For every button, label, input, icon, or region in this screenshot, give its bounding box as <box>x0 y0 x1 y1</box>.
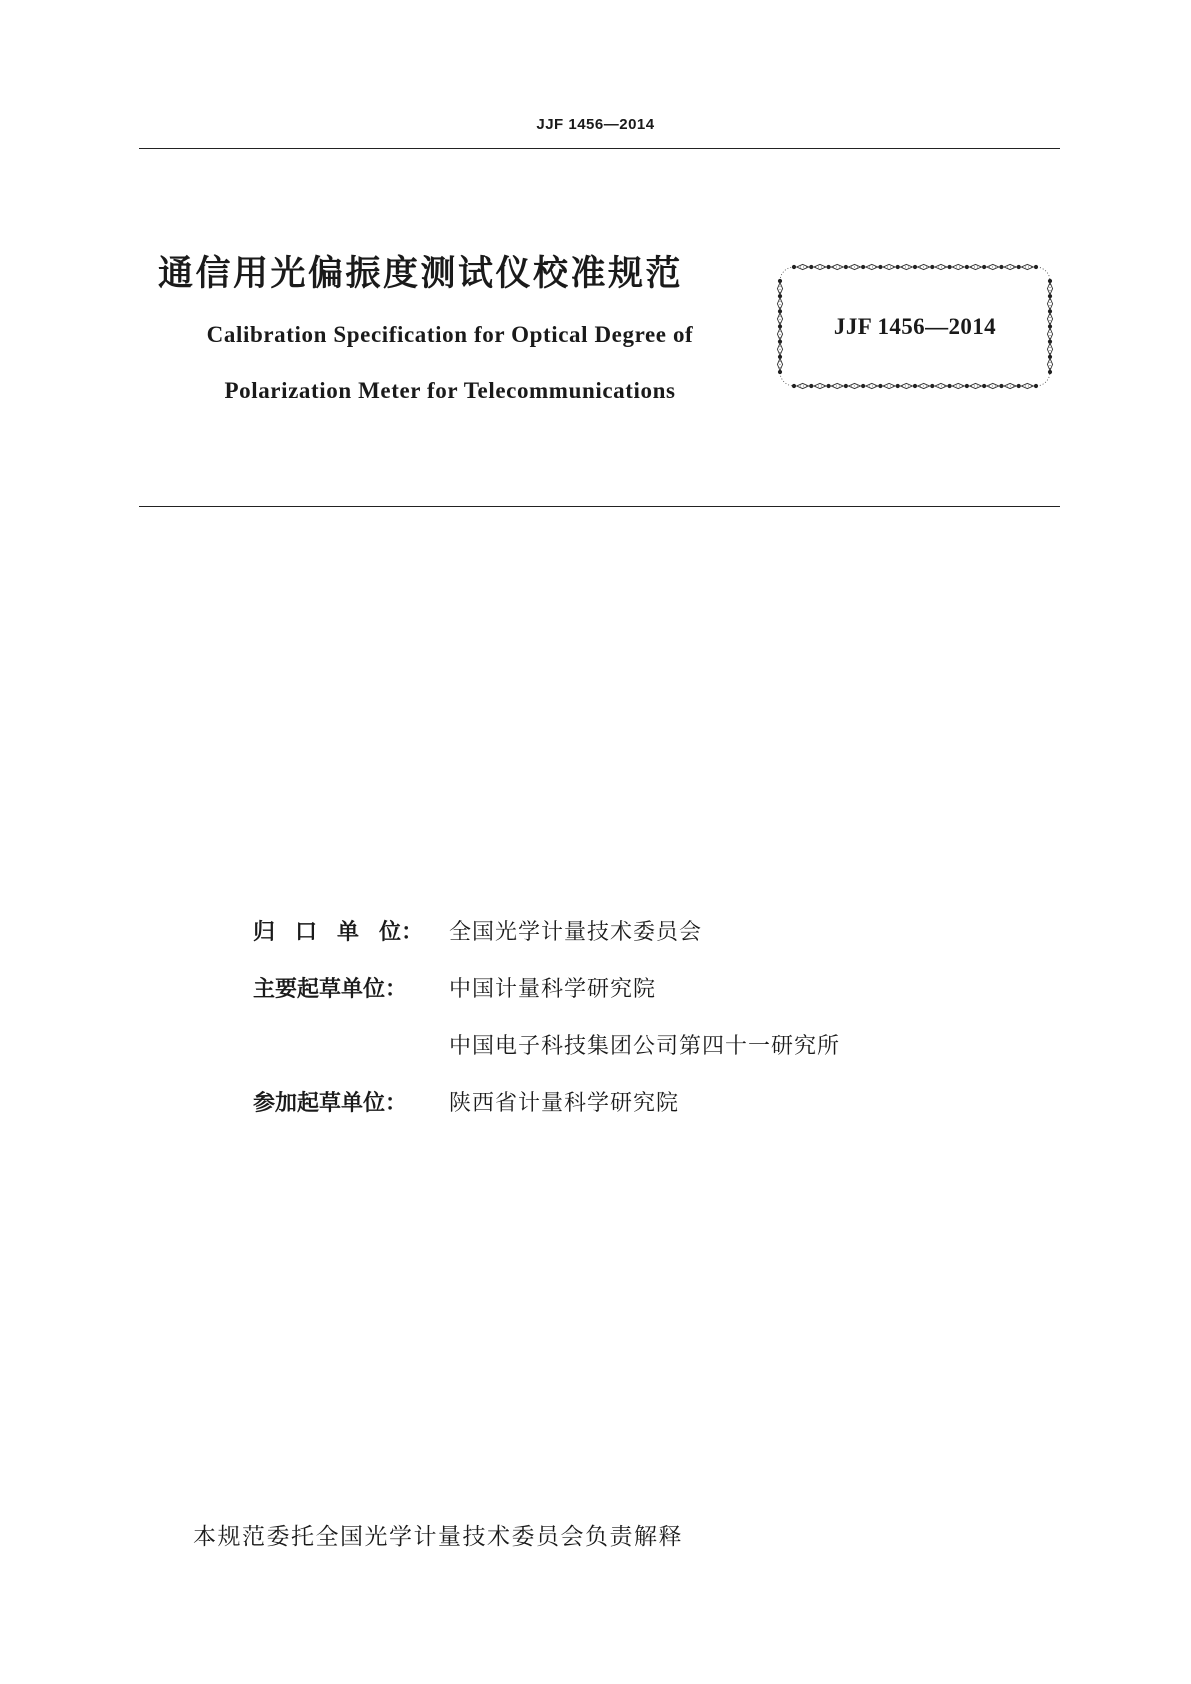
code-box-label: JJF 1456—2014 <box>833 314 997 339</box>
title-rule <box>139 506 1060 507</box>
responsible-unit-label <box>253 916 449 950</box>
border-dot <box>913 265 917 269</box>
responsible-unit-label-char: ： <box>401 920 424 945</box>
header-rule <box>139 148 1060 149</box>
responsible-unit-label-text <box>253 916 423 950</box>
participating-units-row <box>253 1087 1053 1144</box>
code-box <box>774 261 1056 392</box>
border-dot <box>947 384 951 388</box>
main-drafter-1: 中国计量科学研究院 <box>449 977 657 1002</box>
border-dot <box>999 384 1003 388</box>
border-dot <box>826 265 830 269</box>
title-english-line-1: Calibration Specification for Optical Degree of <box>206 322 694 347</box>
border-dot <box>913 384 917 388</box>
border-dot <box>896 265 900 269</box>
border-dot <box>826 384 830 388</box>
border-dot <box>1034 384 1038 388</box>
border-dot <box>1017 265 1021 269</box>
border-dot <box>1048 370 1052 374</box>
border-diamond <box>797 383 809 388</box>
border-dot <box>844 265 848 269</box>
responsible-unit-label-char: 单 <box>337 920 360 945</box>
participating-unit-1: 陕西省计量科学研究院 <box>449 1091 680 1116</box>
border-dot <box>982 265 986 269</box>
border-dot <box>947 265 951 269</box>
border-dot <box>809 384 813 388</box>
responsible-unit-label-char: 归 <box>253 920 276 945</box>
title-english-line-2: Polarization Meter for Telecommunications <box>224 378 676 403</box>
drafting-units <box>253 916 1053 1144</box>
border-dot <box>965 384 969 388</box>
main-drafter-2: 中国电子科技集团公司第四十一研究所 <box>449 1034 841 1059</box>
border-dot <box>792 384 796 388</box>
border-dot <box>778 370 782 374</box>
main-drafters-row <box>253 973 1053 1030</box>
border-dot <box>930 384 934 388</box>
main-drafters-label: 主要起草单位： <box>253 977 408 1002</box>
responsible-unit-row <box>253 916 1053 973</box>
responsible-unit-label-char: 口 <box>295 920 318 945</box>
main-drafters-row-continued <box>253 1030 1053 1087</box>
border-dot <box>999 265 1003 269</box>
border-dot <box>896 384 900 388</box>
border-dot <box>930 265 934 269</box>
border-dot <box>861 384 865 388</box>
participating-units-label: 参加起草单位： <box>253 1091 408 1116</box>
border-dot <box>982 384 986 388</box>
responsible-unit-value: 全国光学计量技术委员会 <box>449 920 703 945</box>
border-dot <box>861 265 865 269</box>
interpretation-note: 本规范委托全国光学计量技术委员会负责解释 <box>193 1524 683 1550</box>
responsible-unit-label-char: 位 <box>379 920 402 945</box>
border-dot <box>844 384 848 388</box>
running-header: JJF 1456—2014 <box>536 116 655 133</box>
border-dot <box>809 265 813 269</box>
border-diamond <box>935 264 947 269</box>
border-diamond <box>987 383 999 388</box>
border-dot <box>1034 265 1038 269</box>
border-dot <box>1017 384 1021 388</box>
border-dot <box>965 265 969 269</box>
border-dot <box>792 265 796 269</box>
border-dot <box>878 384 882 388</box>
title-chinese: 通信用光偏振度测试仪校准规范 <box>158 254 684 294</box>
border-dot <box>878 265 882 269</box>
